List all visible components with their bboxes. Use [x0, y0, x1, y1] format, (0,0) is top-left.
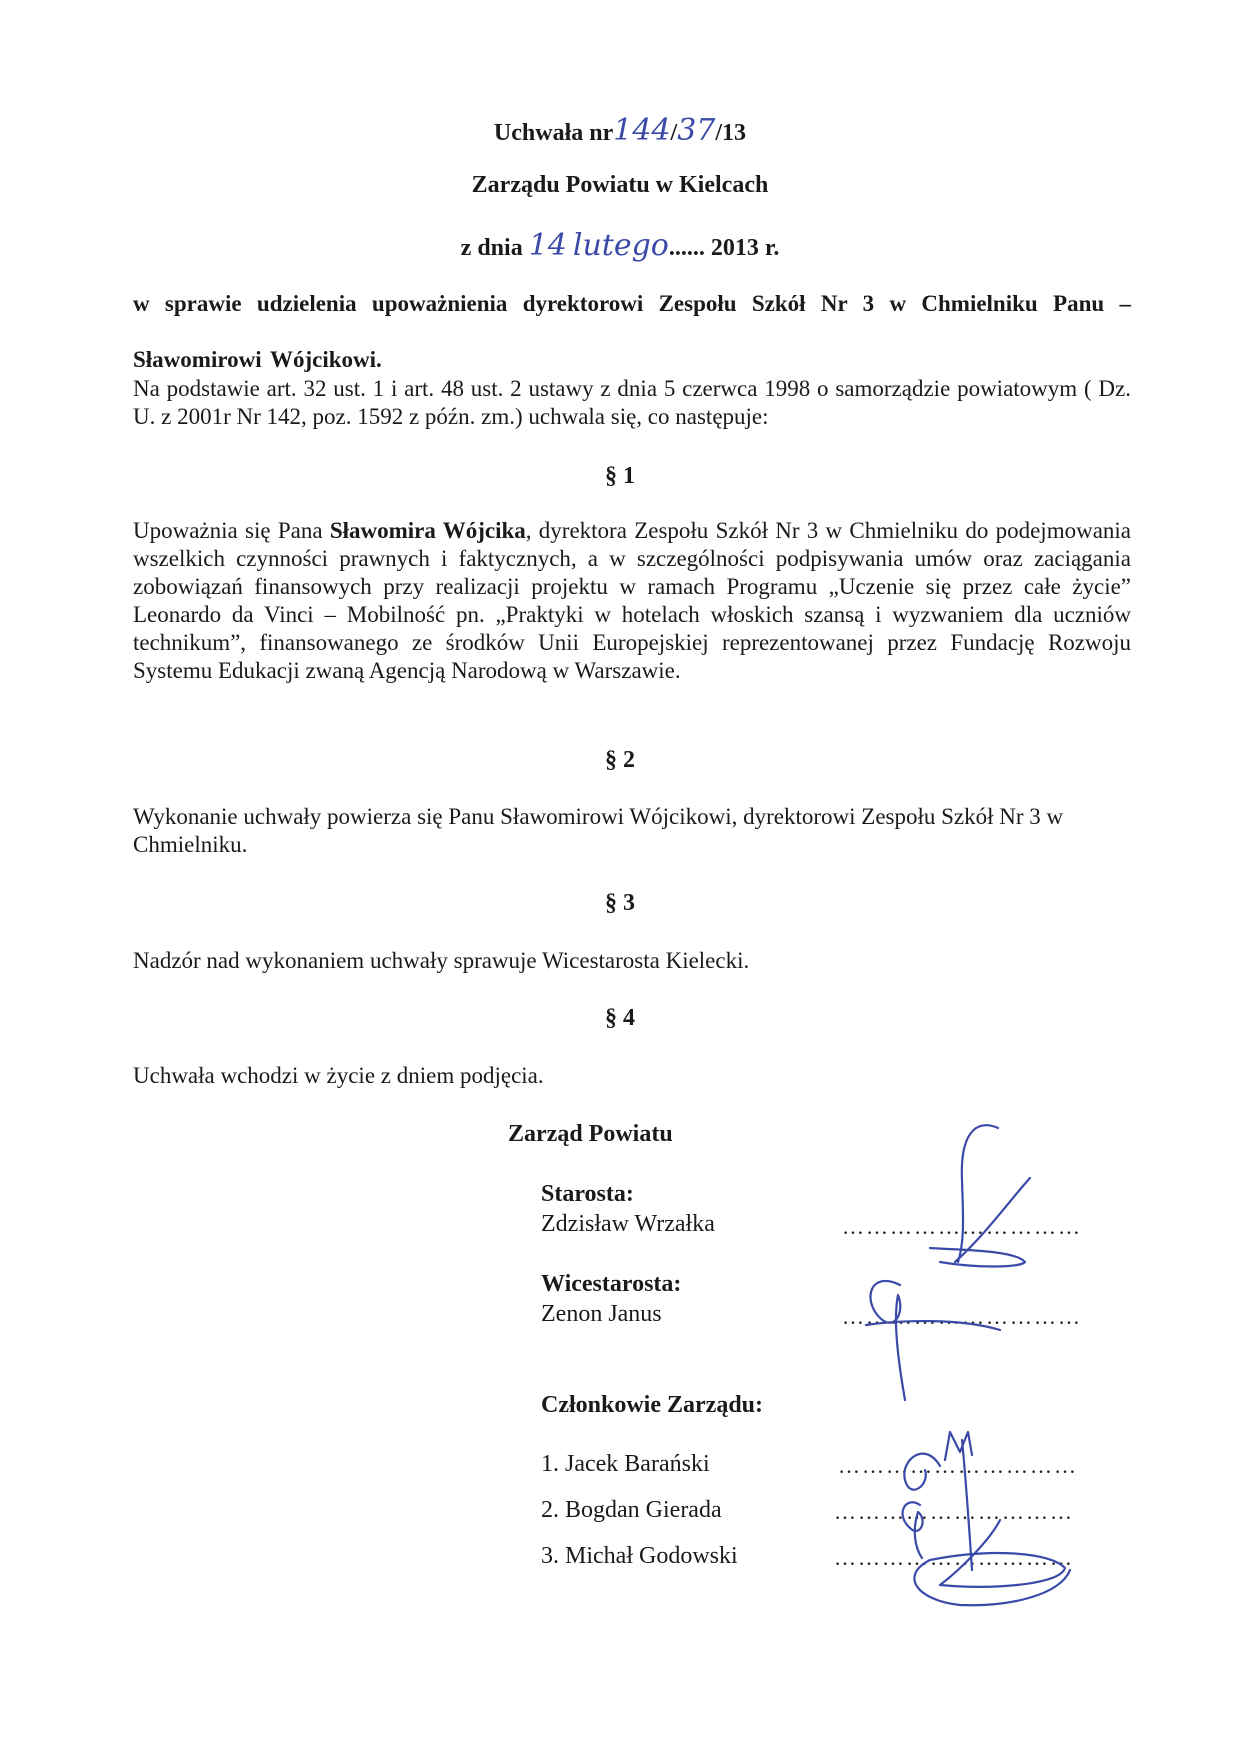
member-3: 3. Michał Godowski	[541, 1543, 738, 1569]
vice-signature-line: …………………………	[842, 1304, 1082, 1329]
member-2-signature-line: …………………………	[834, 1499, 1074, 1524]
handwritten-number-1: 144	[613, 113, 671, 148]
section-1-person-name: Sławomira Wójcika	[329, 518, 526, 543]
subject-line-1: w sprawie udzielenia upoważnienia dyrektorowi Zespołu Szkół Nr 3 w Chmielniku Panu –	[133, 291, 1131, 316]
handwritten-day: 14	[528, 228, 567, 263]
handwritten-month: lutego	[572, 228, 669, 263]
section-4-text: Uchwała wchodzi w życie z dniem podjęcia.	[133, 1063, 544, 1088]
handwritten-number-2: 37	[677, 113, 716, 148]
member-3-signature-line: …………………………	[834, 1545, 1074, 1570]
starosta-signature	[930, 1125, 1030, 1266]
member-1-signature	[904, 1432, 972, 1570]
member-1-signature-line: …………………………	[838, 1453, 1078, 1478]
member-2-signature	[903, 1502, 923, 1558]
member-1: 1. Jacek Barański	[541, 1451, 710, 1477]
starosta-signature-line: …………………………	[842, 1214, 1082, 1239]
section-4-heading: § 4	[605, 1005, 635, 1031]
board-title: Zarząd Powiatu	[508, 1121, 673, 1147]
starosta-label: Starosta:	[541, 1181, 634, 1207]
date-prefix: z dnia	[460, 235, 523, 261]
title-suffix: /13	[715, 120, 747, 146]
title-prefix: Uchwała nr	[493, 120, 614, 146]
vice-label: Wicestarosta:	[541, 1271, 682, 1297]
starosta-name: Zdzisław Wrzałka	[541, 1211, 715, 1237]
member-2: 2. Bogdan Gierada	[541, 1497, 722, 1523]
vice-name: Zenon Janus	[541, 1301, 662, 1327]
date-suffix: 2013 r.	[710, 235, 780, 261]
subject-line-2: Sławomirowi Wójcikowi.	[133, 347, 382, 372]
section-3-text: Nadzór nad wykonaniem uchwały sprawuje Wicestarosta Kielecki.	[133, 948, 750, 973]
section-1-text-after: , dyrektora Zespołu Szkół Nr 3 w Chmielniku do podejmowania wszelkich czynności prawnych i faktycznych, a w szczególności podpisywania umów oraz zaciągania zobowiązań finansowych przy realizacji projektu w ramach Programu „Uczenie się przez całe życie” Leonardo da Vinci – Mobilność pn. „Praktyki w hotelach włoskich szansą i wyzwaniem dla uczniów technikum”, finansowanego ze środków Unii Europejskiej reprezentowanej przez Fundację Rozwoju Systemu Edukacji zwaną Agencją Narodową w Warszawie.	[133, 518, 1131, 683]
legal-basis: Na podstawie art. 32 ust. 1 i art. 48 ust. 2 ustawy z dnia 5 czerwca 1998 o samorządzie powiatowym ( Dz. U. z 2001r Nr 142, poz. 1592 z późn. zm.) uchwala się, co następuje:	[133, 376, 1131, 429]
members-label: Członkowie Zarządu:	[541, 1392, 763, 1418]
resolution-title: Uchwała nr144/37/13	[493, 113, 747, 148]
section-2-text: Wykonanie uchwały powierza się Panu Sławomirowi Wójcikowi, dyrektorowi Zespołu Szkół Nr 3 w Chmielniku.	[133, 804, 1064, 857]
date-line: z dnia 14 lutego...... 2013 r.	[460, 228, 780, 263]
section-1-heading: § 1	[605, 463, 635, 489]
section-2-heading: § 2	[605, 747, 635, 773]
section-1-text-before: Upoważnia się Pana	[133, 518, 330, 543]
member-3-signature	[914, 1520, 1070, 1605]
vice-signature	[866, 1281, 1000, 1400]
issuer-line: Zarządu Powiatu w Kielcach	[471, 172, 769, 198]
section-3-heading: § 3	[605, 890, 635, 916]
